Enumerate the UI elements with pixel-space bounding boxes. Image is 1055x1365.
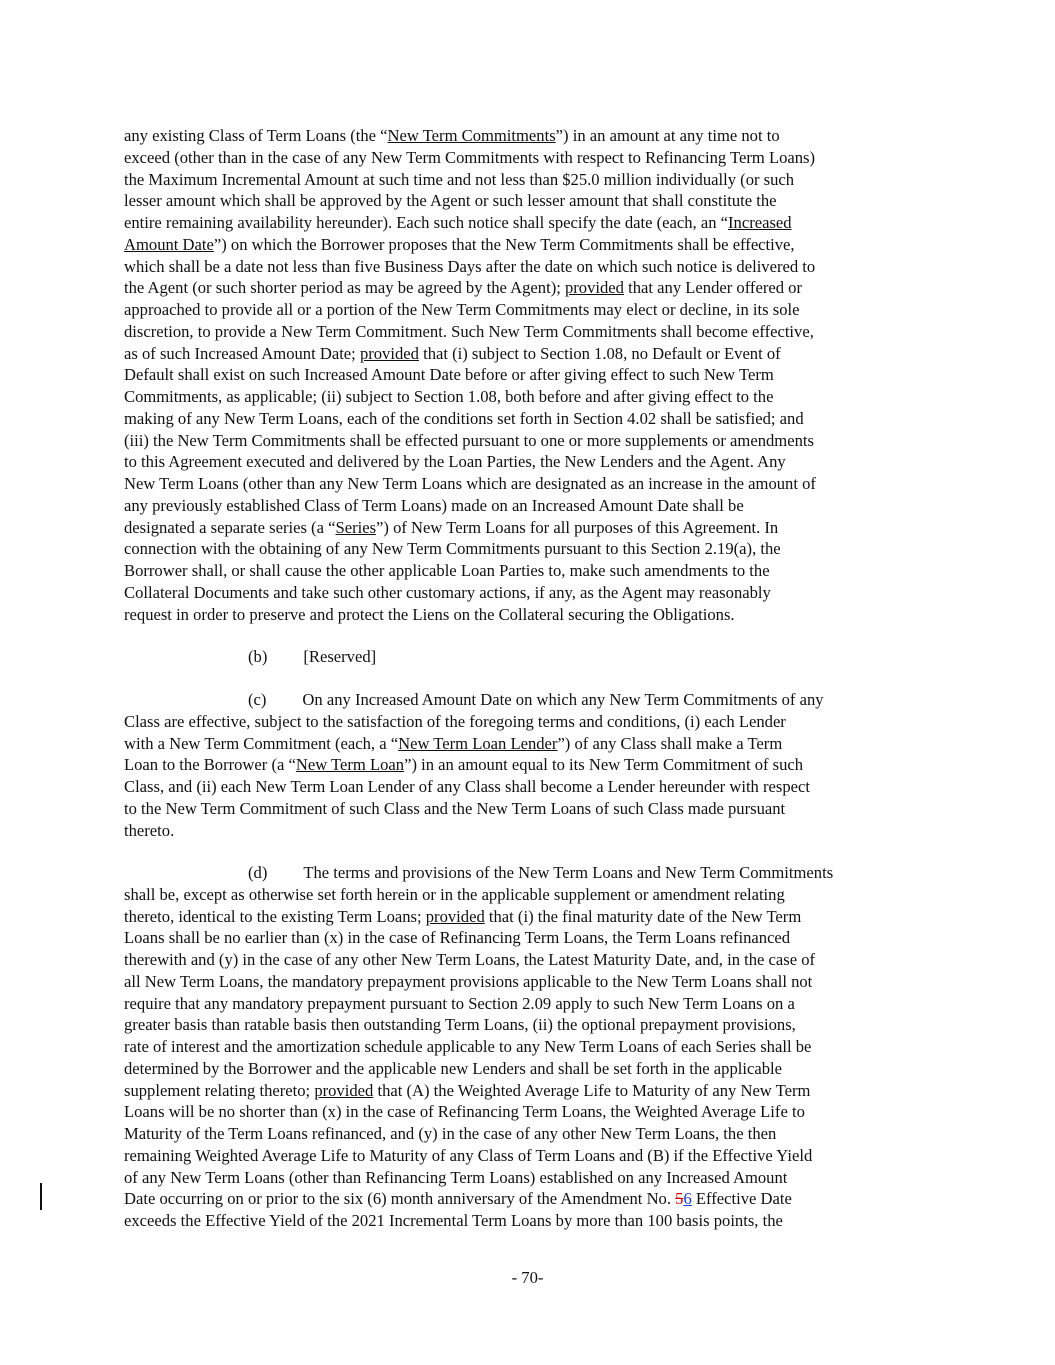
text-line: Maturity of the Term Loans refinanced, and (y) in the case of any other New Term Loans, the then	[124, 1124, 777, 1143]
text-line: Commitments, as applicable; (ii) subject to Section 1.08, both before and after giving effect to the	[124, 387, 774, 406]
text-line: exceeds the Effective Yield of the 2021 Incremental Term Loans by more than 100 basis points, the	[124, 1211, 783, 1230]
text-line: the Agent (or such shorter period as may be agreed by the Agent); provided that any Lender offered or	[124, 278, 802, 298]
text-line: Collateral Documents and take such other customary actions, if any, as the Agent may reasonably	[124, 582, 771, 602]
text-line: request in order to preserve and protect the Liens on the Collateral securing the Obligations.	[124, 604, 735, 624]
defined-term: New Term Commitments	[387, 126, 556, 145]
text-line: determined by the Borrower and the applicable new Lenders and shall be set forth in the applicable	[124, 1058, 782, 1078]
text-line: (b) [Reserved]	[248, 647, 377, 666]
text-line: Class are effective, subject to the satisfaction of the foregoing terms and conditions, (i) each Lender	[124, 711, 786, 731]
provided-term: provided	[359, 343, 419, 363]
text-line: Borrower shall, or shall cause the other applicable Loan Parties to, make such amendments to the	[124, 561, 770, 580]
text-line: New Term Loans (other than any New Term Loans which are designated as an increase in the amount of	[124, 474, 816, 493]
provided-term: provided	[314, 1080, 374, 1100]
text-line: Loans will be no shorter than (x) in the case of Refinancing Term Loans, the Weighted Average Life to	[124, 1102, 805, 1122]
provided-term: provided	[425, 906, 485, 926]
text-line: Loans shall be no earlier than (x) in the case of Refinancing Term Loans, the Term Loans refinanced	[124, 928, 791, 948]
defined-term: New Term Loan	[295, 755, 405, 775]
clause-marker: (c)	[248, 690, 267, 709]
text-line: (iii) the New Term Commitments shall be effected pursuant to one or more supplements or amendments	[124, 430, 814, 450]
page-number: - 70-	[511, 1268, 544, 1287]
text-line: exceed (other than in the case of any New Term Commitments with respect to Refinancing Term Loans)	[124, 147, 816, 167]
provided-term: provided	[564, 278, 624, 298]
text-line: any existing Class of Term Loans (the “New Term Commitments”) in an amount at any time not to	[124, 126, 780, 145]
text-line: which shall be a date not less than five Business Days after the date on which such notice is delivered to	[124, 256, 816, 276]
text-line: greater basis than ratable basis then outstanding Term Loans, (ii) the optional prepayment provisions,	[124, 1015, 796, 1035]
text-line: thereto.	[124, 820, 175, 840]
text-line: discretion, to provide a New Term Commitment. Such New Term Commitments shall become effective,	[124, 321, 814, 341]
text-line: therewith and (y) in the case of any other New Term Loans, the Latest Maturity Date, and, in the case of	[124, 950, 816, 969]
text-line: the Maximum Incremental Amount at such time and not less than $25.0 million individually (or such	[124, 169, 795, 189]
clause-marker: (b)	[248, 647, 268, 666]
paragraph-c	[124, 689, 924, 841]
text-line: Class, and (ii) each New Term Loan Lender of any Class shall become a Lender hereunder with respect	[124, 777, 810, 796]
text-line: approached to provide all or a portion of the New Term Commitments may elect or decline, in its sole	[124, 300, 800, 319]
text-line: rate of interest and the amortization schedule applicable to any New Term Loans of each Series shall be	[124, 1037, 812, 1056]
text-line: of any New Term Loans (other than Refinancing Term Loans) established on any Increased Amount	[124, 1167, 788, 1187]
text-line: designated a separate series (a “Series”) of New Term Loans for all purposes of this Agreement. In	[124, 517, 779, 537]
text-line: (c) On any Increased Amount Date on which any New Term Commitments of any	[248, 690, 824, 709]
text-line: Date occurring on or prior to the six (6) month anniversary of the Amendment No. 56 Effective Date	[124, 1189, 792, 1209]
paragraph-d	[124, 862, 924, 1232]
text-line: to the New Term Commitment of such Class and the New Term Loans of such Class made pursuant	[124, 798, 786, 818]
text-line: Amount Date”) on which the Borrower proposes that the New Term Commitments shall be effective,	[124, 234, 795, 254]
paragraph-a-continuation	[124, 125, 924, 625]
defined-term: Series	[335, 517, 377, 537]
defined-term: Amount Date	[124, 234, 214, 254]
text-line: supplement relating thereto; provided that (A) the Weighted Average Life to Maturity of any New Term	[124, 1080, 811, 1100]
defined-term: Increased	[728, 213, 792, 232]
text-line: any previously established Class of Term Loans) made on an Increased Amount Date shall be	[124, 495, 744, 515]
revision-change-bar	[40, 1183, 42, 1210]
text-line: connection with the obtaining of any New Term Commitments pursuant to this Section 2.19(a), the	[124, 539, 781, 559]
inserted-text: 6	[683, 1189, 692, 1209]
text-line: lesser amount which shall be approved by the Agent or such lesser amount that shall constitute the	[124, 191, 777, 211]
text-line: shall be, except as otherwise set forth herein or in the applicable supplement or amendment relating	[124, 884, 785, 904]
text-line: with a New Term Commitment (each, a “New Term Loan Lender”) of any Class shall make a Term	[124, 733, 783, 753]
text-line: Default shall exist on such Increased Amount Date before or after giving effect to such New Term	[124, 365, 774, 385]
text-line: making of any New Term Loans, each of the conditions set forth in Section 4.02 shall be satisfied; and	[124, 408, 804, 428]
text-line: remaining Weighted Average Life to Maturity of any Class of Term Loans and (B) if the Effective Yield	[124, 1145, 813, 1165]
text-line: Loan to the Borrower (a “New Term Loan”) in an amount equal to its New Term Commitment of such	[124, 755, 804, 775]
defined-term: New Term Loan Lender	[398, 733, 558, 753]
clause-marker: (d)	[248, 863, 268, 882]
paragraph-b	[124, 646, 924, 668]
text-line: (d) The terms and provisions of the New Term Loans and New Term Commitments	[248, 863, 834, 882]
text-line: all New Term Loans, the mandatory prepayment provisions applicable to the New Term Loans shall not	[124, 971, 813, 991]
text-line: to this Agreement executed and delivered by the Loan Parties, the New Lenders and the Agent. Any	[124, 452, 786, 472]
text-line: as of such Increased Amount Date; provided that (i) subject to Section 1.08, no Default or Event of	[124, 343, 781, 363]
text-line: entire remaining availability hereunder). Each such notice shall specify the date (each, an “Increased	[124, 213, 792, 232]
text-line: require that any mandatory prepayment pursuant to Section 2.09 apply to such New Term Loans on a	[124, 993, 795, 1013]
text-line: thereto, identical to the existing Term Loans; provided that (i) the final maturity date of the New Term	[124, 906, 802, 926]
deleted-text: 5	[675, 1189, 684, 1209]
